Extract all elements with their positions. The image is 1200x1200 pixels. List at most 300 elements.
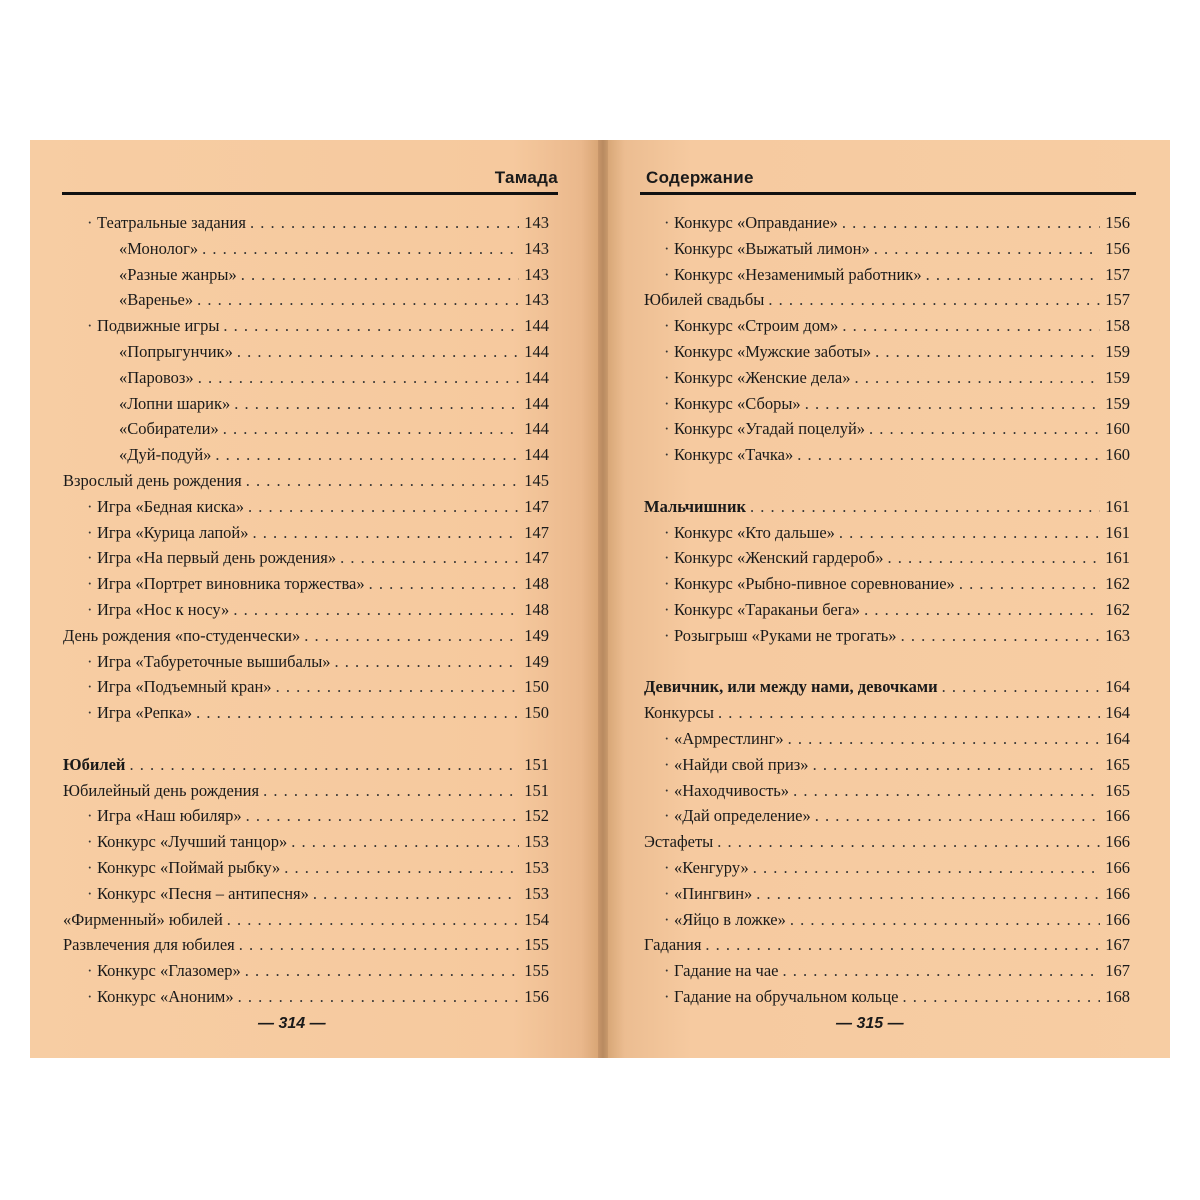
toc-entry-label: Эстафеты bbox=[644, 832, 714, 852]
bullet-dot-icon: · bbox=[87, 677, 93, 697]
toc-entry-title bbox=[63, 778, 259, 804]
toc-entry bbox=[644, 365, 1130, 391]
toc-entry-label: Розыгрыш «Руками не трогать» bbox=[674, 625, 897, 645]
toc-entry-label: Конкурс «Лучший танцор» bbox=[97, 832, 288, 852]
toc-entry-page: 143 bbox=[524, 213, 549, 232]
bullet-dot-icon: · bbox=[664, 341, 670, 361]
bullet-dot-icon: · bbox=[87, 703, 93, 723]
toc-entry-label: Игра «Курица лапой» bbox=[97, 522, 249, 542]
toc-entry bbox=[63, 958, 549, 984]
toc-entry bbox=[63, 416, 549, 442]
toc-entry bbox=[63, 829, 549, 855]
dot-leader bbox=[805, 391, 1100, 417]
bullet-dot-icon: · bbox=[87, 883, 93, 903]
toc-entry-page: 149 bbox=[524, 625, 549, 645]
bullet-dot-icon: · bbox=[87, 961, 93, 981]
toc-entry-label: Театральные задания bbox=[97, 213, 246, 232]
toc-entry-label: «Кенгуру» bbox=[674, 857, 749, 877]
toc-entry bbox=[63, 262, 549, 288]
header-rule-left bbox=[62, 192, 558, 195]
dot-leader bbox=[197, 287, 519, 313]
toc-entry-label: Гадание на обручальном кольце bbox=[674, 986, 899, 1006]
toc-entry-label: «Находчивость» bbox=[674, 780, 790, 800]
page-number-left: — 314 — bbox=[258, 1015, 326, 1032]
toc-entry-title bbox=[63, 442, 211, 468]
toc-entry-label: Конкурс «Песня – антипесня» bbox=[97, 883, 309, 903]
toc-entry-title bbox=[63, 752, 125, 778]
bullet-dot-icon: · bbox=[87, 599, 93, 619]
toc-entry-page: 166 bbox=[1105, 832, 1130, 852]
dot-leader bbox=[291, 829, 519, 855]
dot-leader bbox=[813, 752, 1100, 778]
toc-entry-label: Конкурс «Тачка» bbox=[674, 445, 794, 465]
toc-entry-title bbox=[63, 571, 365, 597]
toc-entry-page: 156 bbox=[1105, 213, 1130, 232]
toc-entry-page: 166 bbox=[1105, 806, 1130, 826]
toc-entry-label: Юбилей bbox=[63, 754, 126, 774]
toc-entry bbox=[63, 700, 549, 726]
toc-entry-label: «Найди свой приз» bbox=[674, 754, 809, 774]
toc-entry-page: 144 bbox=[524, 393, 549, 413]
toc-entry-title bbox=[644, 958, 779, 984]
toc-entry-label: Игра «На первый день рождения» bbox=[97, 548, 337, 568]
toc-entry bbox=[644, 881, 1130, 907]
toc-entry-title bbox=[63, 984, 234, 1010]
toc-entry bbox=[63, 597, 549, 623]
dot-leader bbox=[227, 907, 519, 933]
toc-entry-page: 152 bbox=[524, 806, 549, 826]
dot-leader bbox=[233, 597, 519, 623]
toc-entry-label: «Собиратели» bbox=[119, 419, 219, 439]
toc-entry-label: «Лопни шарик» bbox=[119, 393, 231, 413]
toc-entry-title bbox=[63, 262, 237, 288]
toc-entry-page: 144 bbox=[524, 445, 549, 465]
toc-entry-label: «Попрыгунчик» bbox=[119, 341, 233, 361]
bullet-dot-icon: · bbox=[87, 496, 93, 516]
toc-entry-title bbox=[644, 494, 746, 520]
dot-leader bbox=[717, 829, 1100, 855]
toc-entry-page: 162 bbox=[1105, 574, 1130, 594]
toc-entry-page: 165 bbox=[1105, 780, 1130, 800]
toc-entry-label: Игра «Бедная киска» bbox=[97, 496, 244, 516]
toc-entry-page: 166 bbox=[1105, 883, 1130, 903]
toc-entry-page: 159 bbox=[1105, 341, 1130, 361]
toc-entry-page: 163 bbox=[1105, 625, 1130, 645]
dot-leader bbox=[756, 881, 1100, 907]
bullet-dot-icon: · bbox=[87, 651, 93, 671]
toc-entry-label: «Армрестлинг» bbox=[674, 728, 784, 748]
toc-entry bbox=[63, 649, 549, 675]
toc-entry-title bbox=[644, 907, 786, 933]
toc-entry-label: Гадание на чае bbox=[674, 961, 779, 981]
bullet-dot-icon: · bbox=[87, 857, 93, 877]
toc-entry-label: День рождения «по-студенчески» bbox=[63, 625, 301, 645]
dot-leader bbox=[340, 545, 519, 571]
dot-leader bbox=[783, 958, 1100, 984]
toc-entry bbox=[63, 236, 549, 262]
toc-entry-label: «Варенье» bbox=[119, 290, 194, 310]
toc-entry-page: 144 bbox=[524, 419, 549, 439]
dot-leader bbox=[797, 442, 1100, 468]
dot-leader bbox=[887, 545, 1100, 571]
dot-leader bbox=[223, 416, 519, 442]
dot-leader bbox=[874, 236, 1100, 262]
bullet-dot-icon: · bbox=[664, 367, 670, 387]
toc-entry-label: «Пингвин» bbox=[674, 883, 753, 903]
dot-leader bbox=[926, 262, 1100, 288]
toc-entry-label: Конкурс «Глазомер» bbox=[97, 961, 241, 981]
toc-entry bbox=[644, 571, 1130, 597]
toc-entry-title bbox=[644, 855, 749, 881]
toc-entry-label: «Паровоз» bbox=[119, 367, 194, 387]
section-spacer bbox=[644, 468, 1130, 494]
dot-leader bbox=[313, 881, 519, 907]
dot-leader bbox=[245, 958, 519, 984]
bullet-dot-icon: · bbox=[664, 961, 670, 981]
right-page bbox=[608, 140, 1170, 1058]
toc-entry-page: 168 bbox=[1105, 986, 1130, 1006]
toc-entry-title bbox=[644, 674, 938, 700]
toc-entry-label: Игра «Табуреточные вышибалы» bbox=[97, 651, 331, 671]
dot-leader bbox=[869, 416, 1100, 442]
toc-entry-page: 145 bbox=[524, 470, 549, 490]
bullet-dot-icon: · bbox=[664, 419, 670, 439]
toc-entry-title bbox=[644, 287, 764, 313]
dot-leader bbox=[198, 365, 519, 391]
toc-entry bbox=[63, 984, 549, 1010]
toc-entry-title bbox=[644, 984, 898, 1010]
toc-entry-label: Конкурс «Незаменимый работник» bbox=[674, 264, 922, 284]
toc-entry-title bbox=[63, 855, 280, 881]
dot-leader bbox=[901, 623, 1100, 649]
toc-entry-label: Конкурс «Кто дальше» bbox=[674, 522, 835, 542]
toc-entry bbox=[644, 752, 1130, 778]
toc-entry-label: «Дуй-подуй» bbox=[119, 445, 212, 465]
dot-leader bbox=[753, 855, 1100, 881]
toc-entry-label: Девичник, или между нами, девочками bbox=[644, 677, 938, 697]
dot-leader bbox=[790, 907, 1100, 933]
toc-entry-page: 153 bbox=[524, 832, 549, 852]
toc-entry-label: Игра «Нос к носу» bbox=[97, 599, 230, 619]
toc-entry-title bbox=[644, 210, 838, 236]
dot-leader bbox=[902, 984, 1100, 1010]
toc-entry-label: Конкурс «Тараканьи бега» bbox=[674, 599, 861, 619]
dot-leader bbox=[815, 803, 1100, 829]
toc-entry-title bbox=[63, 932, 235, 958]
toc-entry-page: 159 bbox=[1105, 367, 1130, 387]
toc-entry bbox=[63, 855, 549, 881]
toc-entry bbox=[644, 287, 1130, 313]
bullet-dot-icon: · bbox=[664, 238, 670, 258]
toc-entry-label: «Дай определение» bbox=[674, 806, 811, 826]
bullet-dot-icon: · bbox=[664, 909, 670, 929]
toc-entry bbox=[63, 778, 549, 804]
toc-entry-page: 148 bbox=[524, 599, 549, 619]
dot-leader bbox=[788, 726, 1100, 752]
toc-entry-page: 155 bbox=[524, 961, 549, 981]
dot-leader bbox=[246, 468, 519, 494]
toc-entry-label: Игра «Подъемный кран» bbox=[97, 677, 272, 697]
toc-entry bbox=[644, 520, 1130, 546]
toc-entry bbox=[63, 932, 549, 958]
toc-entry bbox=[644, 416, 1130, 442]
toc-entry-title bbox=[644, 623, 897, 649]
toc-entry-label: Конкурс «Поймай рыбку» bbox=[97, 857, 281, 877]
toc-entry bbox=[644, 932, 1130, 958]
toc-entry-page: 143 bbox=[524, 238, 549, 258]
toc-entry-title bbox=[644, 236, 870, 262]
toc-entry-title bbox=[63, 829, 287, 855]
toc-entry-title bbox=[63, 623, 300, 649]
dot-leader bbox=[215, 442, 519, 468]
toc-entry-page: 144 bbox=[524, 341, 549, 361]
toc-entry-label: «Фирменный» юбилей bbox=[63, 909, 223, 929]
bullet-dot-icon: · bbox=[87, 574, 93, 594]
toc-entry-title bbox=[63, 907, 223, 933]
dot-leader bbox=[129, 752, 519, 778]
toc-entry-title bbox=[644, 313, 838, 339]
toc-entry-label: Подвижные игры bbox=[97, 316, 220, 336]
toc-entry-page: 161 bbox=[1105, 496, 1130, 516]
toc-entry bbox=[63, 391, 549, 417]
toc-entry-page: 147 bbox=[524, 522, 549, 542]
toc-entry bbox=[63, 313, 549, 339]
toc-entry-label: Конкурс «Женский гардероб» bbox=[674, 548, 884, 568]
running-header-right: Содержание bbox=[646, 168, 754, 187]
running-header-left: Тамада bbox=[494, 168, 558, 187]
toc-entry-page: 164 bbox=[1105, 728, 1130, 748]
bullet-dot-icon: · bbox=[664, 574, 670, 594]
toc-entry-label: Юбилей свадьбы bbox=[644, 290, 765, 310]
dot-leader bbox=[196, 700, 519, 726]
toc-entry-page: 166 bbox=[1105, 857, 1130, 877]
toc-entry bbox=[644, 829, 1130, 855]
toc-entry-title bbox=[644, 339, 871, 365]
toc-entry-page: 148 bbox=[524, 574, 549, 594]
bullet-dot-icon: · bbox=[87, 548, 93, 568]
left-page bbox=[30, 140, 598, 1058]
dot-leader bbox=[234, 391, 519, 417]
toc-entry-label: Конкурс «Мужские заботы» bbox=[674, 341, 872, 361]
toc-entry-title bbox=[63, 287, 193, 313]
toc-entry-label: Гадания bbox=[644, 935, 702, 955]
toc-entry bbox=[644, 494, 1130, 520]
toc-entry-title bbox=[644, 416, 865, 442]
toc-entry-page: 144 bbox=[524, 316, 549, 336]
toc-entry-page: 156 bbox=[1105, 238, 1130, 258]
toc-entry bbox=[644, 958, 1130, 984]
toc-entry bbox=[63, 468, 549, 494]
toc-entry-page: 160 bbox=[1105, 445, 1130, 465]
toc-entry bbox=[644, 236, 1130, 262]
toc-entry-title bbox=[644, 726, 784, 752]
toc-entry-title bbox=[644, 932, 701, 958]
dot-leader bbox=[842, 210, 1100, 236]
dot-leader bbox=[202, 236, 519, 262]
toc-entry-label: Конкурс «Выжатый лимон» bbox=[674, 238, 870, 258]
toc-entry-label: Мальчишник bbox=[644, 496, 746, 516]
toc-entry-title bbox=[644, 545, 883, 571]
toc-entry bbox=[63, 520, 549, 546]
bullet-dot-icon: · bbox=[664, 883, 670, 903]
toc-entry-page: 166 bbox=[1105, 909, 1130, 929]
toc-entry-title bbox=[63, 803, 242, 829]
toc-entry-page: 153 bbox=[524, 883, 549, 903]
toc-entry-page: 159 bbox=[1105, 393, 1130, 413]
toc-entry-label: Конкурс «Сборы» bbox=[674, 393, 801, 413]
bullet-dot-icon: · bbox=[87, 316, 93, 336]
book-gutter bbox=[598, 140, 608, 1058]
dot-leader bbox=[263, 778, 519, 804]
toc-entry-page: 158 bbox=[1105, 316, 1130, 336]
bullet-dot-icon: · bbox=[664, 548, 670, 568]
toc-entry-page: 164 bbox=[1105, 677, 1130, 697]
toc-entry bbox=[644, 597, 1130, 623]
toc-entry-title bbox=[644, 262, 922, 288]
toc-entry-title bbox=[644, 778, 789, 804]
toc-entry-title bbox=[644, 829, 713, 855]
toc-entry-page: 150 bbox=[524, 703, 549, 723]
bullet-dot-icon: · bbox=[664, 213, 670, 232]
toc-entry-page: 150 bbox=[524, 677, 549, 697]
toc-entry-title bbox=[63, 416, 219, 442]
bullet-dot-icon: · bbox=[664, 445, 670, 465]
toc-entry-title bbox=[63, 674, 272, 700]
section-spacer bbox=[63, 726, 549, 752]
page-number-right: — 315 — bbox=[836, 1015, 904, 1032]
toc-entry bbox=[644, 700, 1130, 726]
toc-entry-title bbox=[644, 597, 860, 623]
header-rule-right bbox=[640, 192, 1136, 195]
toc-entry-page: 165 bbox=[1105, 754, 1130, 774]
bullet-dot-icon: · bbox=[664, 625, 670, 645]
toc-entry-label: Конкурс «Женские дела» bbox=[674, 367, 851, 387]
toc-entry bbox=[644, 262, 1130, 288]
bullet-dot-icon: · bbox=[664, 393, 670, 413]
toc-entry-label: Конкурсы bbox=[644, 703, 714, 723]
toc-entry-page: 149 bbox=[524, 651, 549, 671]
dot-leader bbox=[842, 313, 1100, 339]
toc-entry-label: Игра «Наш юбиляр» bbox=[97, 806, 242, 826]
toc-entry bbox=[63, 674, 549, 700]
dot-leader bbox=[705, 932, 1100, 958]
toc-entry-title bbox=[63, 545, 336, 571]
toc-entry-title bbox=[644, 391, 801, 417]
dot-leader bbox=[284, 855, 519, 881]
toc-entry-title bbox=[63, 958, 241, 984]
toc-entry bbox=[644, 210, 1130, 236]
toc-entry bbox=[63, 210, 549, 236]
toc-entry-page: 167 bbox=[1105, 961, 1130, 981]
toc-entry bbox=[63, 494, 549, 520]
dot-leader bbox=[855, 365, 1101, 391]
toc-entry-page: 156 bbox=[524, 986, 549, 1006]
toc-entry-title bbox=[63, 210, 246, 236]
toc-entry bbox=[644, 545, 1130, 571]
toc-entry bbox=[644, 855, 1130, 881]
bullet-dot-icon: · bbox=[87, 986, 93, 1006]
toc-entry-title bbox=[644, 752, 809, 778]
toc-entry-label: «Разные жанры» bbox=[119, 264, 237, 284]
toc-entry-label: Игра «Портрет виновника торжества» bbox=[97, 574, 365, 594]
toc-entry-page: 144 bbox=[524, 367, 549, 387]
toc-entry-page: 154 bbox=[524, 909, 549, 929]
toc-entry bbox=[644, 623, 1130, 649]
toc-entry-label: Конкурс «Рыбно-пивное соревнование» bbox=[674, 574, 955, 594]
toc-entry-page: 143 bbox=[524, 290, 549, 310]
dot-leader bbox=[237, 339, 519, 365]
toc-entry-page: 153 bbox=[524, 857, 549, 877]
dot-leader bbox=[248, 494, 519, 520]
toc-entry-label: «Яйцо в ложке» bbox=[674, 909, 786, 929]
toc-list-left bbox=[63, 210, 549, 1010]
toc-entry bbox=[644, 778, 1130, 804]
dot-leader bbox=[304, 623, 519, 649]
dot-leader bbox=[246, 803, 519, 829]
dot-leader bbox=[239, 932, 519, 958]
toc-entry-label: Конкурс «Угадай поцелуй» bbox=[674, 419, 866, 439]
toc-entry bbox=[63, 339, 549, 365]
toc-entry-label: Взрослый день рождения bbox=[63, 470, 242, 490]
bullet-dot-icon: · bbox=[664, 986, 670, 1006]
dot-leader bbox=[253, 520, 519, 546]
toc-entry-label: Юбилейный день рождения bbox=[63, 780, 260, 800]
toc-entry-page: 151 bbox=[524, 780, 549, 800]
toc-entry-title bbox=[644, 881, 752, 907]
bullet-dot-icon: · bbox=[664, 316, 670, 336]
bullet-dot-icon: · bbox=[664, 754, 670, 774]
toc-entry bbox=[63, 545, 549, 571]
toc-entry-title bbox=[644, 520, 835, 546]
bullet-dot-icon: · bbox=[664, 599, 670, 619]
toc-entry-page: 147 bbox=[524, 496, 549, 516]
toc-entry bbox=[644, 984, 1130, 1010]
bullet-dot-icon: · bbox=[87, 832, 93, 852]
dot-leader bbox=[335, 649, 519, 675]
toc-entry bbox=[63, 442, 549, 468]
dot-leader bbox=[241, 262, 519, 288]
toc-entry-label: Конкурс «Оправдание» bbox=[674, 213, 838, 232]
toc-entry-title bbox=[63, 597, 229, 623]
dot-leader bbox=[750, 494, 1100, 520]
dot-leader bbox=[768, 287, 1100, 313]
dot-leader bbox=[223, 313, 519, 339]
dot-leader bbox=[942, 674, 1100, 700]
toc-entry bbox=[644, 674, 1130, 700]
dot-leader bbox=[238, 984, 519, 1010]
bullet-dot-icon: · bbox=[664, 857, 670, 877]
toc-entry bbox=[63, 365, 549, 391]
book-spread bbox=[30, 140, 1170, 1058]
toc-entry bbox=[63, 623, 549, 649]
toc-entry-page: 164 bbox=[1105, 703, 1130, 723]
toc-entry-page: 161 bbox=[1105, 522, 1130, 542]
section-spacer bbox=[644, 649, 1130, 675]
toc-entry-title bbox=[63, 520, 249, 546]
toc-entry-title bbox=[63, 313, 219, 339]
toc-entry-title bbox=[644, 442, 793, 468]
toc-list-right bbox=[644, 210, 1130, 1010]
toc-entry-title bbox=[644, 700, 714, 726]
toc-entry-title bbox=[63, 339, 233, 365]
toc-entry bbox=[63, 752, 549, 778]
toc-entry-title bbox=[63, 236, 198, 262]
toc-entry-title bbox=[63, 881, 309, 907]
bullet-dot-icon: · bbox=[664, 264, 670, 284]
toc-entry-page: 167 bbox=[1105, 935, 1130, 955]
toc-entry-page: 143 bbox=[524, 264, 549, 284]
toc-entry-label: Развлечения для юбилея bbox=[63, 935, 235, 955]
